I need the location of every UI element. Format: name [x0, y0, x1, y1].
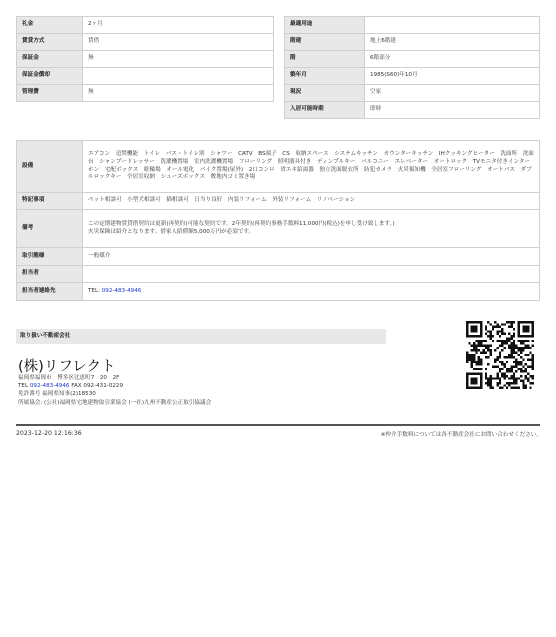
print-timestamp: 2023-12-20 12:16:36 — [16, 430, 82, 437]
staff-label: 担当者 — [17, 266, 83, 283]
row-value: 賃借 — [83, 34, 274, 51]
row-value: 無 — [83, 51, 274, 68]
equipment-label: 設備 — [17, 141, 83, 193]
tel-prefix: TEL — [18, 383, 30, 390]
company-phone-link[interactable]: 092-483-4946 — [29, 383, 70, 390]
row-value — [365, 17, 540, 34]
table-row — [285, 102, 540, 119]
row-label: 現況 — [285, 85, 365, 102]
features-value: ペット相談可 小型犬相談可 猫相談可 日当り良好 内装リフォーム 外装リフォーム リノベーション — [83, 193, 540, 210]
remarks-label: 備考 — [17, 210, 83, 248]
row-value: 無 — [83, 85, 274, 102]
contact-label: 担当者連絡先 — [17, 283, 83, 301]
rent-terms-table — [16, 16, 274, 102]
row-label: 保証金償却 — [17, 68, 83, 85]
row-label: 築年月 — [285, 68, 365, 85]
contact-row — [17, 283, 540, 301]
company-name: (株)リフレクト — [18, 359, 116, 375]
row-value: 地上6階建 — [365, 34, 540, 51]
table-row — [17, 17, 274, 34]
table-row — [285, 68, 540, 85]
row-label: 賃貸方式 — [17, 34, 83, 51]
row-label: 階 — [285, 51, 365, 68]
table-row — [17, 51, 274, 68]
equipment-value: エアコン 追焚機能 トイレ バス・トイレ別 シャワー CATV BS端子 CS 収納スペース システムキッチン カウンターキッチン IHクッキングヒーター 洗面所 洗面台 シャンプードレッサー 洗濯機置場 室内洗濯機置場 フローリング 照明器具付き ディンプルキー バルコニー エレベーター オートロック TVモニタ付きインターホン 宅配ボックス 駐輪場 オール電化 バイク置場(屋外) 2口コンロ 省エネ給湯器 独立洗面脱衣所 防犯カメラ 火災報知機 全居室フローリング オートバス ダブルロックキー 全居室収納 シューズボックス 敷地内ゴミ置き場 — [83, 141, 540, 193]
table-row — [17, 85, 274, 102]
row-label: 管理費 — [17, 85, 83, 102]
row-value: 2ヶ月 — [83, 17, 274, 34]
row-label: 入居可能時期 — [285, 102, 365, 119]
remarks-line-1: この定期建物賃貸借契約は更新(再契約)可能な契約です。2年契約(再契約事務手数料11,000円(税込)を申し受け致します。) — [88, 220, 395, 227]
staff-row — [17, 266, 540, 283]
contact-phone-link[interactable]: 092-483-4946 — [101, 287, 142, 294]
equipment-row — [17, 141, 540, 193]
row-label: 保証金 — [17, 51, 83, 68]
company-fax: FAX 092-431-0229 — [69, 383, 124, 390]
row-label: 階建 — [285, 34, 365, 51]
transaction-label: 取引態様 — [17, 248, 83, 266]
row-value: 1985(S60)年10月 — [365, 68, 540, 85]
features-row — [17, 193, 540, 210]
staff-value — [83, 266, 540, 283]
table-row — [285, 17, 540, 34]
row-value: 6階部分 — [365, 51, 540, 68]
fee-note: ※仲介手数料については各不動産会社にお問い合わせください。 — [380, 432, 542, 438]
table-row — [285, 34, 540, 51]
remarks-line-2: 火災保険は紹介となります。借家人賠償額5,000万円が必須です。 — [88, 228, 255, 235]
row-label: 礼金 — [17, 17, 83, 34]
company-info — [18, 374, 211, 407]
contact-value — [83, 283, 540, 301]
remarks-row — [17, 210, 540, 248]
transaction-row — [17, 248, 540, 266]
table-row — [285, 51, 540, 68]
row-value — [83, 68, 274, 85]
row-value: 即時 — [365, 102, 540, 119]
company-section-heading: 取り扱い不動産会社 — [16, 329, 386, 344]
contact-prefix: TEL: — [88, 287, 102, 294]
company-association: 所属協会: (公社)福岡県宅地建物取引業協会 (一社)九州不動産公正取引協議会 — [18, 399, 212, 406]
row-label: 最適用途 — [285, 17, 365, 34]
table-row — [17, 34, 274, 51]
row-value: 空家 — [365, 85, 540, 102]
company-phone-line — [18, 382, 211, 390]
features-label: 特記事項 — [17, 193, 83, 210]
transaction-value: 一般媒介 — [83, 248, 540, 266]
company-license: 免許番号 福岡県知事(2)18530 — [18, 391, 96, 398]
footer-divider — [16, 424, 540, 426]
remarks-value — [83, 210, 540, 248]
company-address: 福岡県福岡市 博多区比恵町7 20 2F — [18, 375, 120, 381]
qr-code-icon — [466, 321, 534, 389]
table-row — [17, 68, 274, 85]
table-row — [285, 85, 540, 102]
building-info-table — [284, 16, 540, 119]
property-detail-table — [16, 140, 540, 301]
